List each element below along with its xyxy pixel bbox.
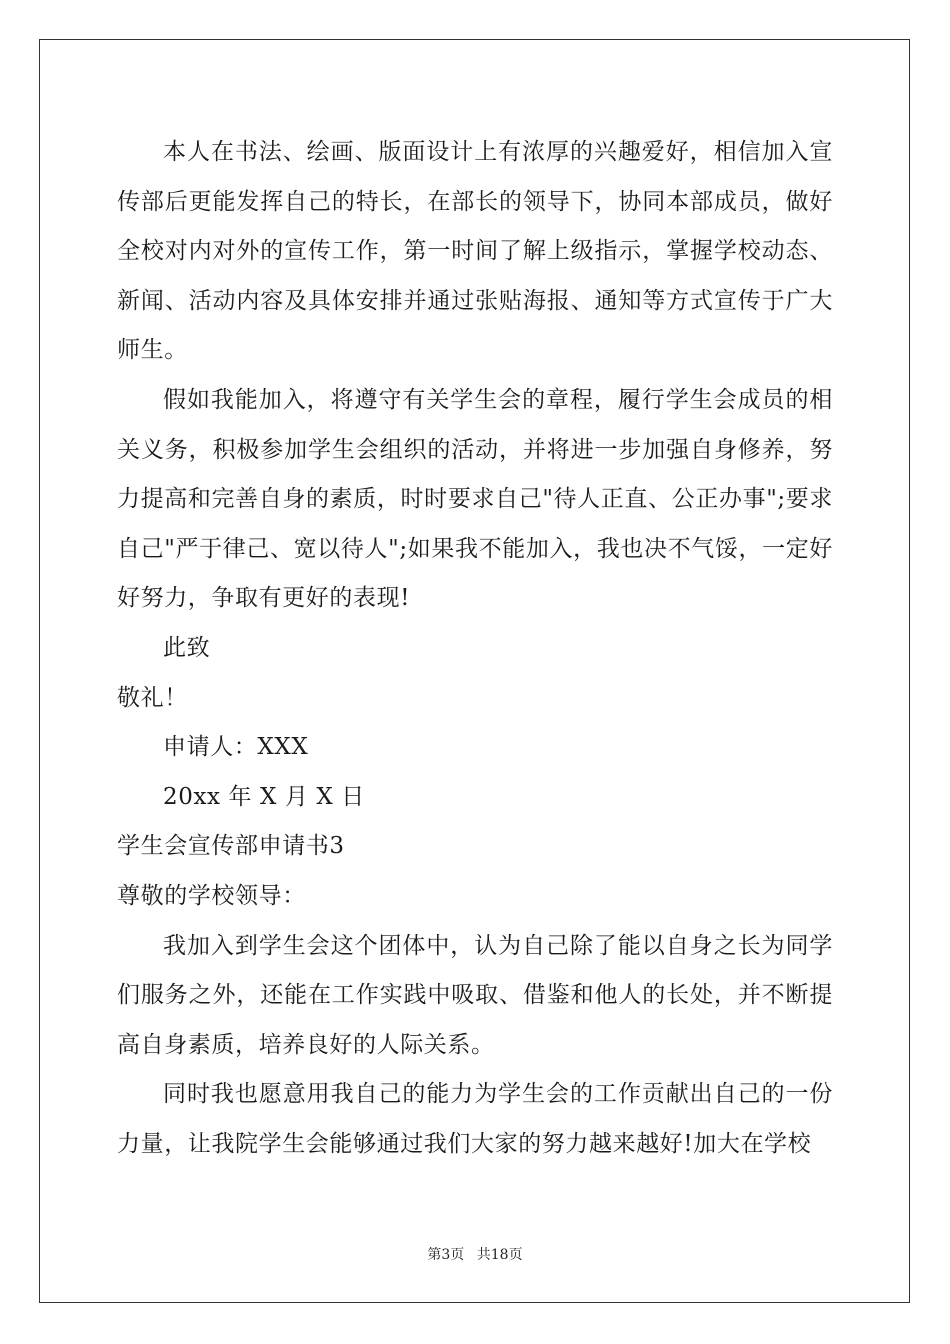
greeting-line: 尊敬的学校领导： (117, 882, 306, 909)
paragraph-interests: 本人在书法、绘画、版面设计上有浓厚的兴趣爱好，相信加入宣传部后更能发挥自己的特长，在部长的领导下，协同本部成员，做好全校对内对外的宣传工作，第一时间了解上级指示，掌握学校动态、新闻、活动内容及具体安排并通过张贴海报、通知等方式宣传于广大师生。 (117, 139, 833, 364)
page-footer (0, 1244, 950, 1264)
date-line: 20xx 年 X 月 X 日 (163, 783, 365, 810)
paragraph-join: 我加入到学生会这个团体中，认为自己除了能以自身之长为同学们服务之外，还能在工作实践中吸取、借鉴和他人的长处，并不断提高自身素质，培养良好的人际关系。 (117, 932, 833, 1058)
salute-line: 敬礼！ (117, 684, 188, 711)
section-title: 学生会宣传部申请书3 (117, 833, 345, 860)
page-total: 共18页 (476, 1247, 523, 1263)
closing-line: 此致 (163, 634, 211, 661)
paragraph-contribute: 同时我也愿意用我自己的能力为学生会的工作贡献出自己的一份力量，让我院学生会能够通过我们大家的努力越来越好!加大在学校 (117, 1081, 833, 1157)
document-body (117, 128, 833, 1169)
applicant-line: 申请人：XXX (163, 734, 309, 761)
page-number: 第3页 (427, 1247, 465, 1263)
paragraph-commitment: 假如我能加入，将遵守有关学生会的章程，履行学生会成员的相关义务，积极参加学生会组织的活动，并将进一步加强自身修养，努力提高和完善自身的素质，时时要求自己"待人正直、公正办事";要求自己"严于律己、宽以待人";如果我不能加入，我也决不气馁，一定好好努力，争取有更好的表现! (117, 386, 833, 612)
